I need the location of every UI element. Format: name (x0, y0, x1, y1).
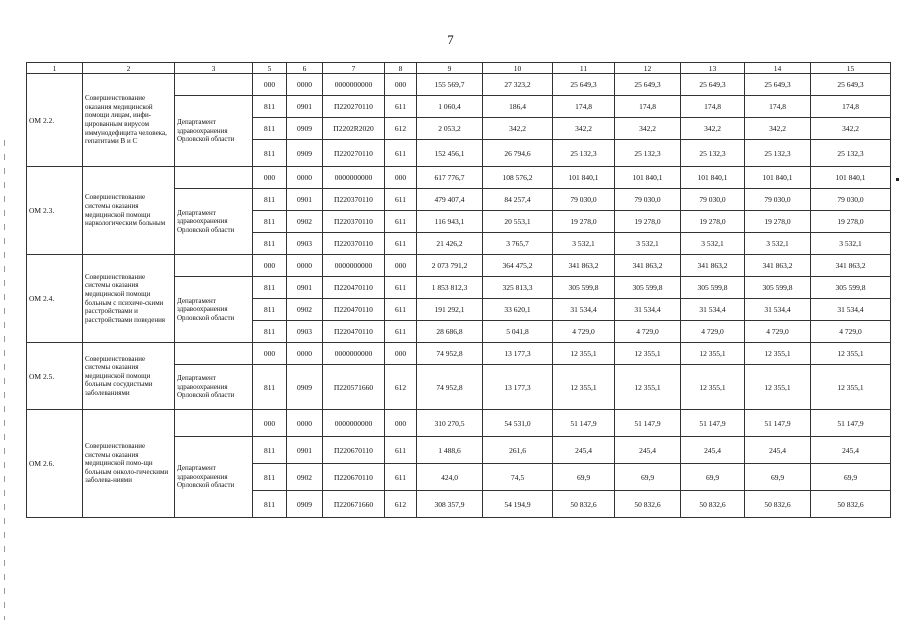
value-cell: П220571660 (323, 365, 385, 410)
value-cell: 341 863,2 (553, 255, 615, 277)
value-cell: 12 355,1 (615, 343, 681, 365)
value-cell: 25 132,3 (553, 140, 615, 167)
department-name: Департамент здравоохранения Орловской области (175, 96, 253, 167)
table-row (27, 410, 891, 437)
department-name: Департамент здравоохранения Орловской области (175, 277, 253, 343)
value-cell: 54 194,9 (483, 491, 553, 518)
value-cell: 69,9 (615, 464, 681, 491)
page-number: 7 (447, 32, 454, 47)
value-cell: П220370110 (323, 189, 385, 211)
value-cell: 3 532,1 (811, 233, 891, 255)
value-cell: 305 599,8 (681, 277, 745, 299)
column-header: 5 (253, 63, 287, 74)
value-cell: 0000000000 (323, 74, 385, 96)
value-cell: 245,4 (811, 437, 891, 464)
value-cell: П220470110 (323, 277, 385, 299)
value-cell: 2 073 791,2 (417, 255, 483, 277)
value-cell: 611 (385, 321, 417, 343)
value-cell: 342,2 (745, 118, 811, 140)
value-cell: 19 278,0 (681, 211, 745, 233)
column-header: 14 (745, 63, 811, 74)
value-cell: 811 (253, 118, 287, 140)
value-cell: 19 278,0 (553, 211, 615, 233)
column-header: 6 (287, 63, 323, 74)
value-cell: 3 532,1 (681, 233, 745, 255)
value-cell: 50 832,6 (745, 491, 811, 518)
value-cell: 0901 (287, 277, 323, 299)
value-cell: 305 599,8 (615, 277, 681, 299)
value-cell: 12 355,1 (553, 365, 615, 410)
value-cell: 325 813,3 (483, 277, 553, 299)
measure-code: ОМ 2.6. (27, 410, 83, 518)
measure-name: Совершенствование оказания медицинской помощи лицам, инфи-цированным вирусом иммунодефицита человека, гепатитами В и С (83, 74, 175, 167)
value-cell: 12 355,1 (811, 343, 891, 365)
value-cell: 341 863,2 (745, 255, 811, 277)
value-cell: 25 649,3 (745, 74, 811, 96)
value-cell: 25 132,3 (811, 140, 891, 167)
value-cell: П2202R2020 (323, 118, 385, 140)
value-cell: 31 534,4 (553, 299, 615, 321)
value-cell: 0000 (287, 410, 323, 437)
measure-name: Совершенствование системы оказания медицинской помо-щи больным онколо-гическими заболева-ниями (83, 410, 175, 518)
department-empty-cell (175, 343, 253, 365)
value-cell: 811 (253, 321, 287, 343)
value-cell: 612 (385, 365, 417, 410)
value-cell: 0000000000 (323, 255, 385, 277)
value-cell: 612 (385, 118, 417, 140)
value-cell: 000 (253, 74, 287, 96)
value-cell: 245,4 (681, 437, 745, 464)
value-cell: 31 534,4 (745, 299, 811, 321)
value-cell: 305 599,8 (745, 277, 811, 299)
table-body (27, 74, 891, 518)
value-cell: 155 569,7 (417, 74, 483, 96)
value-cell: 612 (385, 491, 417, 518)
value-cell: 116 943,1 (417, 211, 483, 233)
value-cell: 245,4 (745, 437, 811, 464)
value-cell: 000 (385, 167, 417, 189)
value-cell: 4 729,0 (553, 321, 615, 343)
value-cell: 611 (385, 96, 417, 118)
value-cell: 79 030,0 (615, 189, 681, 211)
value-cell: 0901 (287, 96, 323, 118)
value-cell: 13 177,3 (483, 365, 553, 410)
value-cell: 611 (385, 140, 417, 167)
column-header: 7 (323, 63, 385, 74)
column-header: 11 (553, 63, 615, 74)
value-cell: 245,4 (553, 437, 615, 464)
value-cell: 811 (253, 140, 287, 167)
value-cell: 0909 (287, 365, 323, 410)
value-cell: 0902 (287, 464, 323, 491)
department-name: Департамент здравоохранения Орловской области (175, 437, 253, 518)
value-cell: 31 534,4 (615, 299, 681, 321)
value-cell: 79 030,0 (811, 189, 891, 211)
value-cell: 69,9 (681, 464, 745, 491)
column-header: 2 (83, 63, 175, 74)
value-cell: 341 863,2 (681, 255, 745, 277)
column-header: 9 (417, 63, 483, 74)
department-name: Департамент здравоохранения Орловской области (175, 189, 253, 255)
value-cell: 0000000000 (323, 410, 385, 437)
value-cell: 0902 (287, 299, 323, 321)
value-cell: 84 257,4 (483, 189, 553, 211)
value-cell: 4 729,0 (681, 321, 745, 343)
table-row (27, 343, 891, 365)
value-cell: 51 147,9 (681, 410, 745, 437)
value-cell: 1 853 812,3 (417, 277, 483, 299)
department-name: Департамент здравоохранения Орловской области (175, 365, 253, 410)
value-cell: 811 (253, 277, 287, 299)
value-cell: 191 292,1 (417, 299, 483, 321)
value-cell: 3 532,1 (745, 233, 811, 255)
value-cell: 2 053,2 (417, 118, 483, 140)
measure-code: ОМ 2.4. (27, 255, 83, 343)
value-cell: 50 832,6 (811, 491, 891, 518)
value-cell: 12 355,1 (615, 365, 681, 410)
value-cell: 811 (253, 211, 287, 233)
value-cell: 000 (253, 255, 287, 277)
header-row (27, 63, 891, 74)
value-cell: 000 (253, 343, 287, 365)
value-cell: 811 (253, 464, 287, 491)
measure-name: Совершенствование системы оказания медицинской помощи больным с психиче-скими расстройствами и расстройствами поведения (83, 255, 175, 343)
value-cell: 5 041,8 (483, 321, 553, 343)
value-cell: 174,8 (615, 96, 681, 118)
value-cell: 261,6 (483, 437, 553, 464)
value-cell: 341 863,2 (811, 255, 891, 277)
value-cell: 69,9 (553, 464, 615, 491)
value-cell: 12 355,1 (745, 343, 811, 365)
value-cell: 811 (253, 233, 287, 255)
measure-code: ОМ 2.3. (27, 167, 83, 255)
value-cell: 811 (253, 437, 287, 464)
value-cell: 0000 (287, 167, 323, 189)
value-cell: 4 729,0 (615, 321, 681, 343)
value-cell: 108 576,2 (483, 167, 553, 189)
table-row (27, 255, 891, 277)
value-cell: 50 832,6 (615, 491, 681, 518)
value-cell: 31 534,4 (681, 299, 745, 321)
value-cell: 101 840,1 (745, 167, 811, 189)
measure-code: ОМ 2.5. (27, 343, 83, 410)
value-cell: 3 532,1 (553, 233, 615, 255)
department-empty-cell (175, 410, 253, 437)
value-cell: 611 (385, 277, 417, 299)
value-cell: 000 (385, 410, 417, 437)
value-cell: 12 355,1 (745, 365, 811, 410)
value-cell: 342,2 (615, 118, 681, 140)
value-cell: П220270110 (323, 96, 385, 118)
scan-edge-artifact (4, 140, 5, 620)
value-cell: 74,5 (483, 464, 553, 491)
value-cell: 0909 (287, 140, 323, 167)
value-cell: 0000000000 (323, 167, 385, 189)
value-cell: 27 323,2 (483, 74, 553, 96)
value-cell: 25 649,3 (553, 74, 615, 96)
value-cell: 25 649,3 (681, 74, 745, 96)
value-cell: 000 (253, 167, 287, 189)
value-cell: П220470110 (323, 299, 385, 321)
value-cell: 611 (385, 211, 417, 233)
value-cell: 305 599,8 (553, 277, 615, 299)
value-cell: 174,8 (745, 96, 811, 118)
value-cell: 74 952,8 (417, 343, 483, 365)
value-cell: 174,8 (681, 96, 745, 118)
value-cell: 611 (385, 189, 417, 211)
value-cell: 101 840,1 (615, 167, 681, 189)
department-empty-cell (175, 167, 253, 189)
value-cell: 101 840,1 (681, 167, 745, 189)
value-cell: П220670110 (323, 464, 385, 491)
value-cell: 0000 (287, 74, 323, 96)
value-cell: 101 840,1 (553, 167, 615, 189)
value-cell: 310 270,5 (417, 410, 483, 437)
value-cell: 611 (385, 233, 417, 255)
department-empty-cell (175, 255, 253, 277)
value-cell: П220671660 (323, 491, 385, 518)
value-cell: П220370110 (323, 233, 385, 255)
value-cell: 0901 (287, 437, 323, 464)
value-cell: 811 (253, 491, 287, 518)
value-cell: 000 (385, 343, 417, 365)
value-cell: 51 147,9 (745, 410, 811, 437)
measure-name: Совершенствование системы оказания медицинской помощи наркологическим больным (83, 167, 175, 255)
table-row (27, 74, 891, 96)
value-cell: 4 729,0 (811, 321, 891, 343)
value-cell: 19 278,0 (811, 211, 891, 233)
value-cell: 342,2 (553, 118, 615, 140)
measure-name: Совершенствование системы оказания медицинской помощи больным сосудистыми заболеваниями (83, 343, 175, 410)
value-cell: 21 426,2 (417, 233, 483, 255)
value-cell: 0000 (287, 255, 323, 277)
value-cell: 25 132,3 (681, 140, 745, 167)
value-cell: 25 132,3 (745, 140, 811, 167)
value-cell: 19 278,0 (615, 211, 681, 233)
value-cell: 12 355,1 (681, 343, 745, 365)
value-cell: 1 060,4 (417, 96, 483, 118)
value-cell: 000 (385, 255, 417, 277)
value-cell: 424,0 (417, 464, 483, 491)
value-cell: П220470110 (323, 321, 385, 343)
value-cell: 0903 (287, 233, 323, 255)
value-cell: 19 278,0 (745, 211, 811, 233)
value-cell: 54 531,0 (483, 410, 553, 437)
value-cell: 611 (385, 437, 417, 464)
value-cell: 79 030,0 (745, 189, 811, 211)
value-cell: 811 (253, 365, 287, 410)
value-cell: 0000 (287, 343, 323, 365)
value-cell: 245,4 (615, 437, 681, 464)
value-cell: 28 686,8 (417, 321, 483, 343)
value-cell: 20 553,1 (483, 211, 553, 233)
value-cell: 479 407,4 (417, 189, 483, 211)
value-cell: 611 (385, 464, 417, 491)
value-cell: 174,8 (553, 96, 615, 118)
column-header: 13 (681, 63, 745, 74)
value-cell: 0909 (287, 491, 323, 518)
value-cell: 342,2 (681, 118, 745, 140)
table-row (27, 167, 891, 189)
value-cell: 1 488,6 (417, 437, 483, 464)
column-header: 1 (27, 63, 83, 74)
value-cell: 12 355,1 (553, 343, 615, 365)
value-cell: 50 832,6 (553, 491, 615, 518)
value-cell: 342,2 (483, 118, 553, 140)
value-cell: 51 147,9 (811, 410, 891, 437)
value-cell: 25 132,3 (615, 140, 681, 167)
value-cell: 33 620,1 (483, 299, 553, 321)
value-cell: 51 147,9 (615, 410, 681, 437)
value-cell: 12 355,1 (811, 365, 891, 410)
value-cell: 0902 (287, 211, 323, 233)
value-cell: 79 030,0 (681, 189, 745, 211)
value-cell: 811 (253, 96, 287, 118)
value-cell: 0000000000 (323, 343, 385, 365)
value-cell: 101 840,1 (811, 167, 891, 189)
value-cell: 69,9 (745, 464, 811, 491)
value-cell: 174,8 (811, 96, 891, 118)
value-cell: 000 (253, 410, 287, 437)
value-cell: 12 355,1 (681, 365, 745, 410)
value-cell: 3 532,1 (615, 233, 681, 255)
value-cell: 305 599,8 (811, 277, 891, 299)
value-cell: 0909 (287, 118, 323, 140)
value-cell: П220270110 (323, 140, 385, 167)
column-header: 8 (385, 63, 417, 74)
value-cell: 51 147,9 (553, 410, 615, 437)
value-cell: 341 863,2 (615, 255, 681, 277)
value-cell: 811 (253, 299, 287, 321)
column-header: 3 (175, 63, 253, 74)
budget-table (26, 62, 891, 518)
value-cell: 79 030,0 (553, 189, 615, 211)
value-cell: П220670110 (323, 437, 385, 464)
value-cell: 50 832,6 (681, 491, 745, 518)
value-cell: 186,4 (483, 96, 553, 118)
value-cell: 152 456,1 (417, 140, 483, 167)
value-cell: 31 534,4 (811, 299, 891, 321)
value-cell: 69,9 (811, 464, 891, 491)
value-cell: 4 729,0 (745, 321, 811, 343)
value-cell: 0901 (287, 189, 323, 211)
value-cell: 364 475,2 (483, 255, 553, 277)
measure-code: ОМ 2.2. (27, 74, 83, 167)
value-cell: 0903 (287, 321, 323, 343)
scan-mark (896, 178, 899, 181)
column-header: 12 (615, 63, 681, 74)
value-cell: П220370110 (323, 211, 385, 233)
value-cell: 000 (385, 74, 417, 96)
value-cell: 342,2 (811, 118, 891, 140)
value-cell: 308 357,9 (417, 491, 483, 518)
value-cell: 74 952,8 (417, 365, 483, 410)
value-cell: 26 794,6 (483, 140, 553, 167)
value-cell: 25 649,3 (811, 74, 891, 96)
value-cell: 811 (253, 189, 287, 211)
value-cell: 617 776,7 (417, 167, 483, 189)
department-empty-cell (175, 74, 253, 96)
value-cell: 13 177,3 (483, 343, 553, 365)
value-cell: 611 (385, 299, 417, 321)
column-header: 10 (483, 63, 553, 74)
column-header: 15 (811, 63, 891, 74)
value-cell: 3 765,7 (483, 233, 553, 255)
value-cell: 25 649,3 (615, 74, 681, 96)
